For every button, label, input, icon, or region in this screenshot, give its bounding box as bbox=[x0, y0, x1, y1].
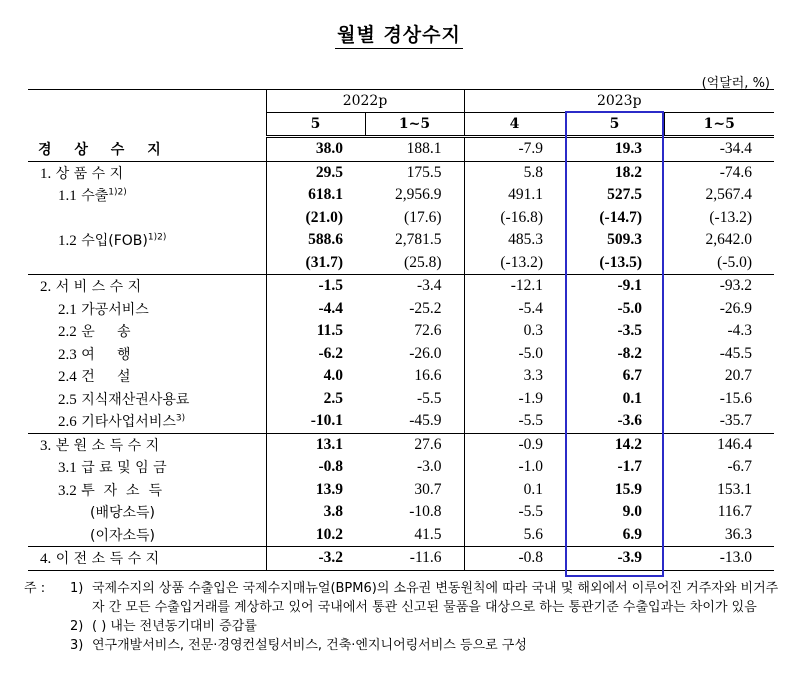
table-cell: 20.7 bbox=[724, 367, 752, 385]
table-cell: -10.1 bbox=[310, 412, 343, 430]
table-cell: -8.2 bbox=[617, 344, 642, 362]
table-cell: 18.2 bbox=[614, 163, 642, 181]
table-cell: -3.0 bbox=[365, 456, 464, 479]
row-label bbox=[28, 137, 266, 162]
table-cell: -7.9 bbox=[464, 137, 565, 162]
footnote-number: 3) bbox=[70, 638, 84, 653]
table-cell: 36.3 bbox=[724, 525, 752, 543]
table-cell: -11.6 bbox=[365, 547, 464, 571]
row-label bbox=[28, 547, 266, 571]
table-cell: -5.4 bbox=[518, 299, 543, 317]
table-cell: -4.4 bbox=[318, 299, 343, 317]
table-cell: -5.0 bbox=[518, 344, 543, 362]
footnote-text: ( ) 내는 전년동기대비 증감률 bbox=[92, 619, 257, 634]
table-cell: 10.2 bbox=[315, 525, 343, 543]
table-cell: (-16.8) bbox=[500, 208, 543, 226]
page-title: 월별 경상수지 bbox=[0, 20, 798, 47]
row-label bbox=[28, 298, 266, 321]
header-period: 5 bbox=[266, 113, 365, 137]
table-cell: 491.1 bbox=[508, 186, 543, 204]
table-cell: 5.8 bbox=[523, 163, 543, 181]
row-label bbox=[28, 479, 266, 502]
table-cell: -12.1 bbox=[464, 275, 565, 298]
row-name: 건 설 bbox=[81, 369, 131, 386]
table-cell: 6.9 bbox=[622, 525, 642, 543]
table-cell: 0.1 bbox=[523, 480, 543, 498]
unit-label: (억달러, %) bbox=[701, 76, 770, 91]
footnote-item bbox=[24, 579, 784, 617]
row-code: 2. bbox=[40, 279, 52, 296]
table-cell: 618.1 bbox=[308, 186, 343, 204]
table-cell: -15.6 bbox=[719, 389, 752, 407]
table-cell: (17.6) bbox=[365, 207, 464, 230]
row-footnote-ref: 1)2) bbox=[108, 187, 127, 198]
footnote-text: 국제수지의 상품 수출입은 국제수지매뉴얼(BPM6)의 소유권 변동원칙에 따라 국내 및 해외에서 이루어진 거주자와 비거주자 간 모든 수출입거래를 계상하고 있어 국내에서 통관 신고된 물품을 대상으로 하는 통관기준 수출입과는 차이가 있음 bbox=[92, 581, 779, 615]
header-year-2023: 2023p bbox=[464, 90, 774, 113]
header-year-2022: 2022p bbox=[266, 90, 464, 113]
table-cell: 19.3 bbox=[565, 137, 664, 162]
table-cell: 4.0 bbox=[323, 367, 343, 385]
row-label bbox=[28, 524, 266, 547]
table-cell: -26.9 bbox=[719, 299, 752, 317]
table-cell: -5.5 bbox=[365, 388, 464, 411]
table-cell: 188.1 bbox=[365, 137, 464, 162]
row-footnote-ref: 1)2) bbox=[147, 232, 167, 243]
table-cell: -4.3 bbox=[727, 322, 752, 340]
table-cell: -3.6 bbox=[617, 412, 642, 430]
table-cell: 13.9 bbox=[315, 480, 343, 498]
table-cell: -0.8 bbox=[318, 458, 343, 476]
table-cell: 3.3 bbox=[523, 367, 543, 385]
footnote-prefix bbox=[24, 636, 70, 655]
table-cell: -0.9 bbox=[464, 433, 565, 456]
row-code: 1. bbox=[40, 165, 52, 182]
table-cell: 146.4 bbox=[664, 433, 774, 456]
table-cell: (-13.5) bbox=[599, 253, 642, 271]
table-cell: -0.8 bbox=[464, 547, 565, 571]
table-cell: -1.0 bbox=[518, 458, 543, 476]
row-code: 2.3 bbox=[58, 346, 77, 363]
table-cell: 14.2 bbox=[565, 433, 664, 456]
row-label bbox=[28, 229, 266, 252]
table-cell: -25.2 bbox=[365, 298, 464, 321]
table-cell: -3.5 bbox=[617, 322, 642, 340]
row-name: 투 자 소 득 bbox=[81, 482, 163, 499]
table-cell: -9.1 bbox=[565, 275, 664, 298]
table-cell: (21.0) bbox=[305, 208, 343, 226]
row-name: 기타사업서비스 bbox=[81, 414, 176, 431]
footnote-item bbox=[24, 636, 784, 655]
row-label bbox=[28, 343, 266, 366]
table-cell: 588.6 bbox=[308, 231, 343, 249]
footnotes bbox=[24, 579, 784, 655]
row-code: 3.2 bbox=[58, 482, 77, 499]
table-cell: -6.7 bbox=[727, 458, 752, 476]
table-cell: -3.4 bbox=[365, 275, 464, 298]
table-cell: 30.7 bbox=[365, 479, 464, 502]
table-cell: (-5.0) bbox=[717, 253, 752, 271]
table-cell: 38.0 bbox=[266, 137, 365, 162]
table-cell: -35.7 bbox=[719, 412, 752, 430]
row-label bbox=[28, 365, 266, 388]
table-cell: -34.4 bbox=[664, 137, 774, 162]
footnote-text: 연구개발서비스, 전문·경영컨설팅서비스, 건축·엔지니어링서비스 등으로 구성 bbox=[92, 638, 527, 653]
row-label bbox=[28, 184, 266, 207]
row-code: 2.6 bbox=[58, 414, 77, 431]
row-name: 경 상 수 지 bbox=[38, 141, 170, 158]
table-cell: 6.7 bbox=[622, 367, 642, 385]
row-code: 2.1 bbox=[58, 301, 77, 318]
table-cell: 2,956.9 bbox=[365, 184, 464, 207]
table-cell: -5.5 bbox=[518, 503, 543, 521]
table-cell: -1.7 bbox=[617, 458, 642, 476]
table-cell: 3.8 bbox=[323, 503, 343, 521]
row-name: 이 전 소 득 수 지 bbox=[55, 551, 160, 568]
header-blank bbox=[28, 90, 266, 137]
table-cell: -45.5 bbox=[719, 344, 752, 362]
table-cell: 13.1 bbox=[266, 433, 365, 456]
row-label bbox=[28, 501, 266, 524]
footnote-prefix bbox=[24, 617, 70, 636]
row-label bbox=[28, 275, 266, 298]
table-cell: -45.9 bbox=[365, 410, 464, 433]
table-cell: 5.6 bbox=[523, 525, 543, 543]
table-cell: -5.5 bbox=[518, 412, 543, 430]
table-cell: 41.5 bbox=[365, 524, 464, 547]
table-cell: -6.2 bbox=[318, 344, 343, 362]
header-period: 1~5 bbox=[664, 113, 774, 137]
row-name: 수출 bbox=[81, 188, 109, 205]
row-code: 4. bbox=[40, 551, 52, 568]
table-cell: 527.5 bbox=[607, 186, 642, 204]
header-period: 5 bbox=[565, 113, 664, 137]
table-cell: -74.6 bbox=[719, 163, 752, 181]
table-cell: 2,642.0 bbox=[705, 231, 752, 249]
row-code: 3.1 bbox=[58, 460, 77, 477]
row-label bbox=[28, 207, 266, 230]
table-cell: -13.0 bbox=[664, 547, 774, 571]
footnote-item bbox=[24, 617, 784, 636]
footnote-number: 2) bbox=[70, 619, 84, 634]
table-cell: (31.7) bbox=[305, 253, 343, 271]
table-cell: 29.5 bbox=[315, 163, 343, 181]
table-cell: -1.9 bbox=[518, 389, 543, 407]
row-code: 1.1 bbox=[58, 188, 77, 205]
row-name: 급 료 및 임 금 bbox=[81, 460, 167, 477]
table-cell: -26.0 bbox=[365, 343, 464, 366]
row-name: 가공서비스 bbox=[81, 301, 149, 318]
table-cell: (25.8) bbox=[365, 252, 464, 275]
row-name: 상 품 수 지 bbox=[55, 165, 124, 182]
row-label bbox=[28, 388, 266, 411]
row-label bbox=[28, 320, 266, 343]
footnote-number: 1) bbox=[70, 581, 84, 596]
table-cell: 72.6 bbox=[365, 320, 464, 343]
table-cell: 485.3 bbox=[508, 231, 543, 249]
table-cell: 175.5 bbox=[365, 161, 464, 184]
row-name: 여 행 bbox=[81, 346, 131, 363]
table-cell: -5.0 bbox=[617, 299, 642, 317]
table-cell: -3.2 bbox=[266, 547, 365, 571]
row-name: 지식재산권사용료 bbox=[81, 391, 190, 408]
header-period: 1~5 bbox=[365, 113, 464, 137]
row-label bbox=[28, 456, 266, 479]
row-name: 본 원 소 득 수 지 bbox=[55, 437, 160, 454]
header-period: 4 bbox=[464, 113, 565, 137]
row-label bbox=[28, 410, 266, 433]
row-name: 수입(FOB) bbox=[81, 233, 148, 250]
row-code: 2.5 bbox=[58, 391, 77, 408]
table-cell: 0.3 bbox=[523, 322, 543, 340]
table-cell: 116.7 bbox=[717, 503, 752, 521]
table-cell: 153.1 bbox=[717, 480, 752, 498]
table-cell: 2.5 bbox=[323, 389, 343, 407]
table-cell: 2,781.5 bbox=[365, 229, 464, 252]
row-footnote-ref: 3) bbox=[175, 413, 186, 424]
table-cell: (-13.2) bbox=[500, 253, 543, 271]
row-name: (이자소득) bbox=[90, 527, 156, 544]
table-cell: -10.8 bbox=[365, 501, 464, 524]
table-cell: 27.6 bbox=[365, 433, 464, 456]
row-code: 1.2 bbox=[58, 233, 77, 250]
row-label bbox=[28, 433, 266, 456]
row-name: 운 송 bbox=[81, 324, 131, 341]
row-name: 서 비 스 수 지 bbox=[55, 279, 142, 296]
highlight-box-2023-may bbox=[565, 111, 664, 577]
table-cell: 509.3 bbox=[607, 231, 642, 249]
table-cell: 16.6 bbox=[365, 365, 464, 388]
footnote-prefix: 주 : bbox=[24, 581, 46, 596]
table-cell: 0.1 bbox=[622, 389, 642, 407]
table-cell: 15.9 bbox=[614, 480, 642, 498]
row-label bbox=[28, 252, 266, 275]
table-cell: (-13.2) bbox=[709, 208, 752, 226]
table-cell: 11.5 bbox=[316, 322, 343, 340]
table-cell: -93.2 bbox=[664, 275, 774, 298]
table-cell: -1.5 bbox=[266, 275, 365, 298]
table-cell: (-14.7) bbox=[599, 208, 642, 226]
table-cell: -3.9 bbox=[565, 547, 664, 571]
row-label bbox=[28, 161, 266, 184]
table-cell: 2,567.4 bbox=[705, 186, 752, 204]
row-code: 2.2 bbox=[58, 324, 77, 341]
row-code: 3. bbox=[40, 437, 52, 454]
row-name: (배당소득) bbox=[90, 505, 156, 522]
row-code: 2.4 bbox=[58, 369, 77, 386]
table-cell: 9.0 bbox=[622, 503, 642, 521]
